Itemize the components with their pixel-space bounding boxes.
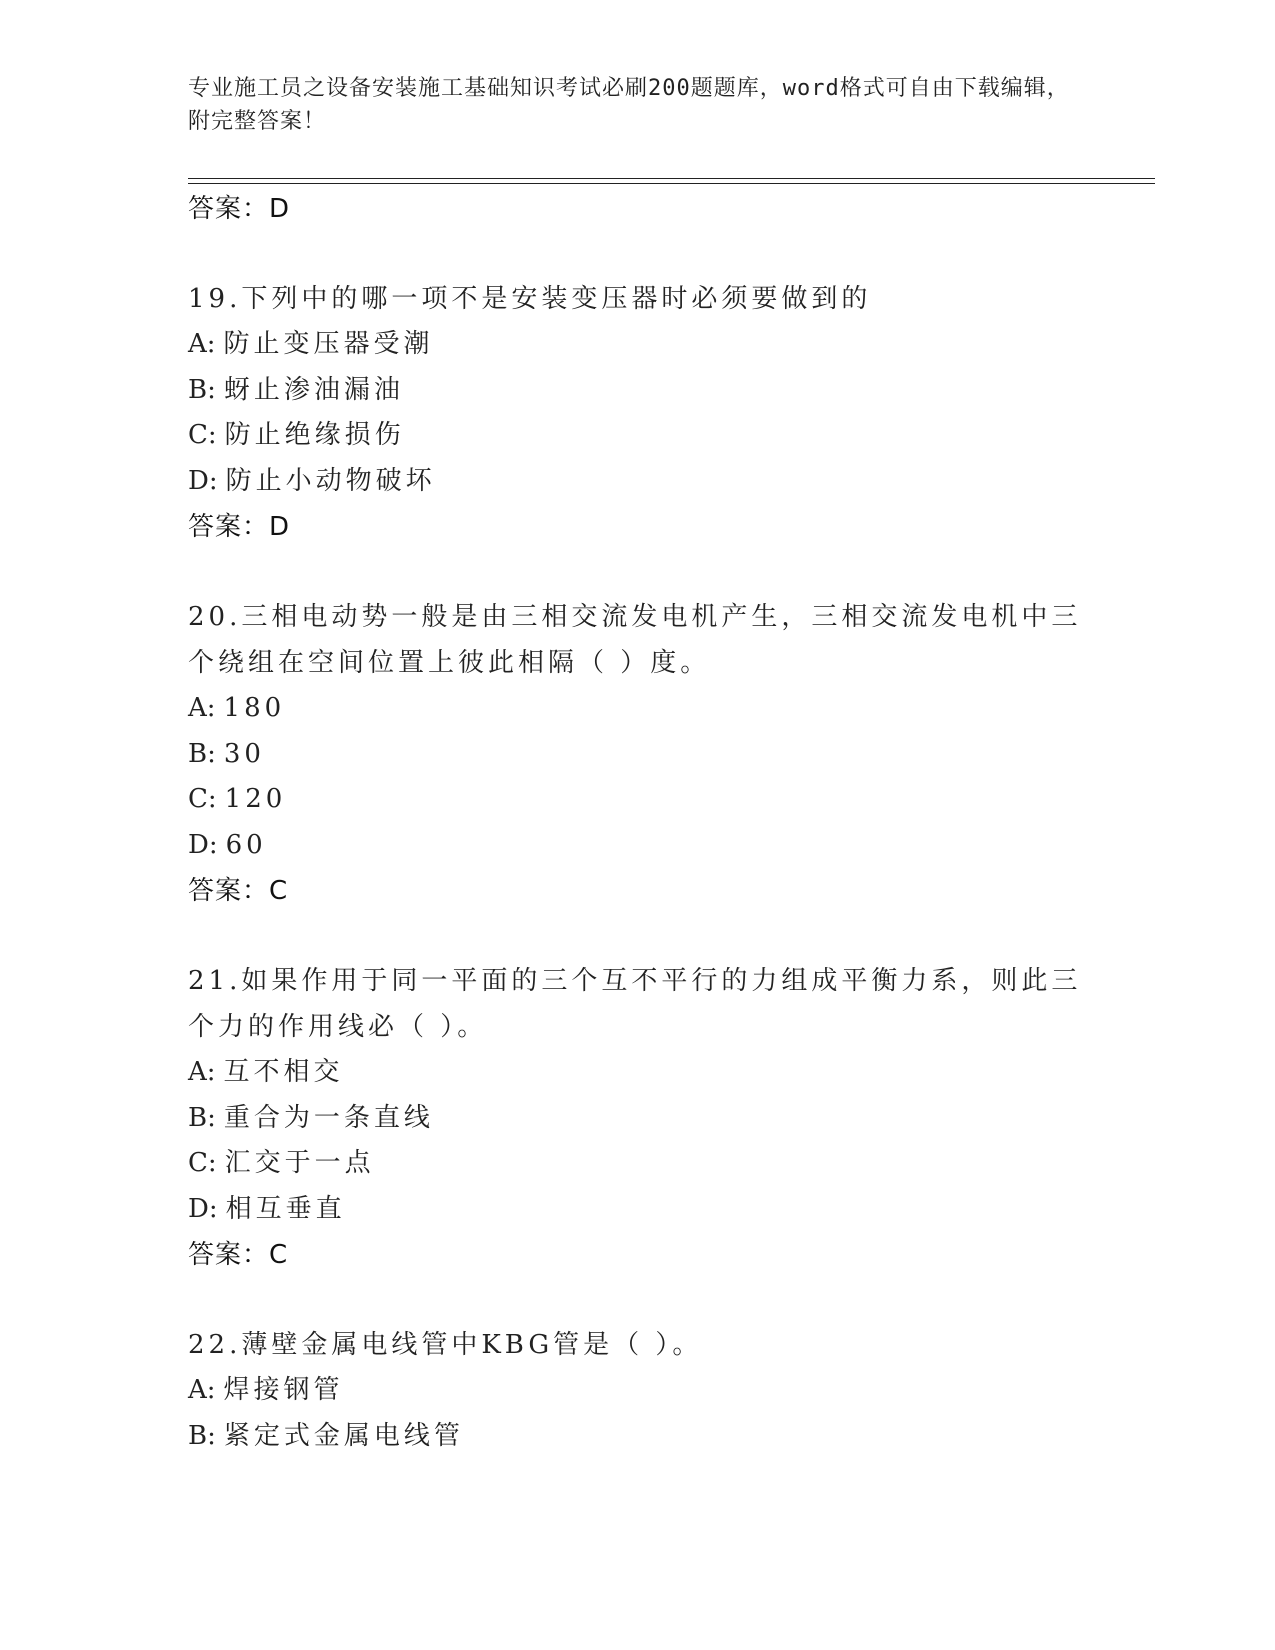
option-d: D: 防止小动物破坏 [188, 465, 436, 496]
answer-line: 答案：C [188, 876, 289, 906]
question-text: 19.下列中的哪一项不是安装变压器时必须要做到的 [188, 284, 872, 314]
option-c: C: 防止绝缘损伤 [188, 420, 405, 450]
question-text: 22.薄壁金属电线管中KBG管是（ ）。 [188, 1330, 703, 1360]
option-d: D: 相互垂直 [188, 1193, 346, 1224]
option-b: B: 30 [188, 738, 265, 769]
option-a: A: 180 [188, 693, 286, 723]
spacer [188, 914, 1088, 958]
option-a: A: 互不相交 [188, 1057, 344, 1087]
question-block [188, 276, 1088, 550]
question-list [188, 186, 1088, 1459]
question-text: 21.如果作用于同一平面的三个互不平行的力组成平衡力系，则此三个力的作用线必（ ）。 [188, 966, 1082, 1042]
option-a: A: 焊接钢管 [188, 1375, 344, 1405]
option-c: C: 120 [188, 784, 287, 814]
spacer [188, 232, 1088, 276]
spacer [188, 550, 1088, 594]
option-a: A: 防止变压器受潮 [188, 329, 434, 359]
option-b: B: 重合为一条直线 [188, 1102, 434, 1133]
answer-line: 答案：D [188, 194, 291, 224]
answer-line: 答案：D [188, 512, 291, 542]
option-c: C: 汇交于一点 [188, 1148, 375, 1178]
spacer [188, 1278, 1088, 1322]
option-d: D: 60 [188, 829, 267, 860]
option-b: B: 蚜止渗油漏油 [188, 374, 404, 405]
header-divider-secondary [188, 183, 1155, 184]
question-block [188, 1322, 1088, 1459]
question-block [188, 594, 1088, 914]
header-divider [188, 178, 1155, 179]
question-block [188, 958, 1088, 1278]
option-b: B: 紧定式金属电线管 [188, 1420, 464, 1451]
answer-line: 答案：C [188, 1240, 289, 1270]
document-header: 专业施工员之设备安装施工基础知识考试必刷200题题库，word格式可自由下载编辑，附完整答案！ [188, 76, 1070, 134]
question-text: 20.三相电动势一般是由三相交流发电机产生，三相交流发电机中三个绕组在空间位置上彼此相隔（ ）度。 [188, 602, 1082, 678]
